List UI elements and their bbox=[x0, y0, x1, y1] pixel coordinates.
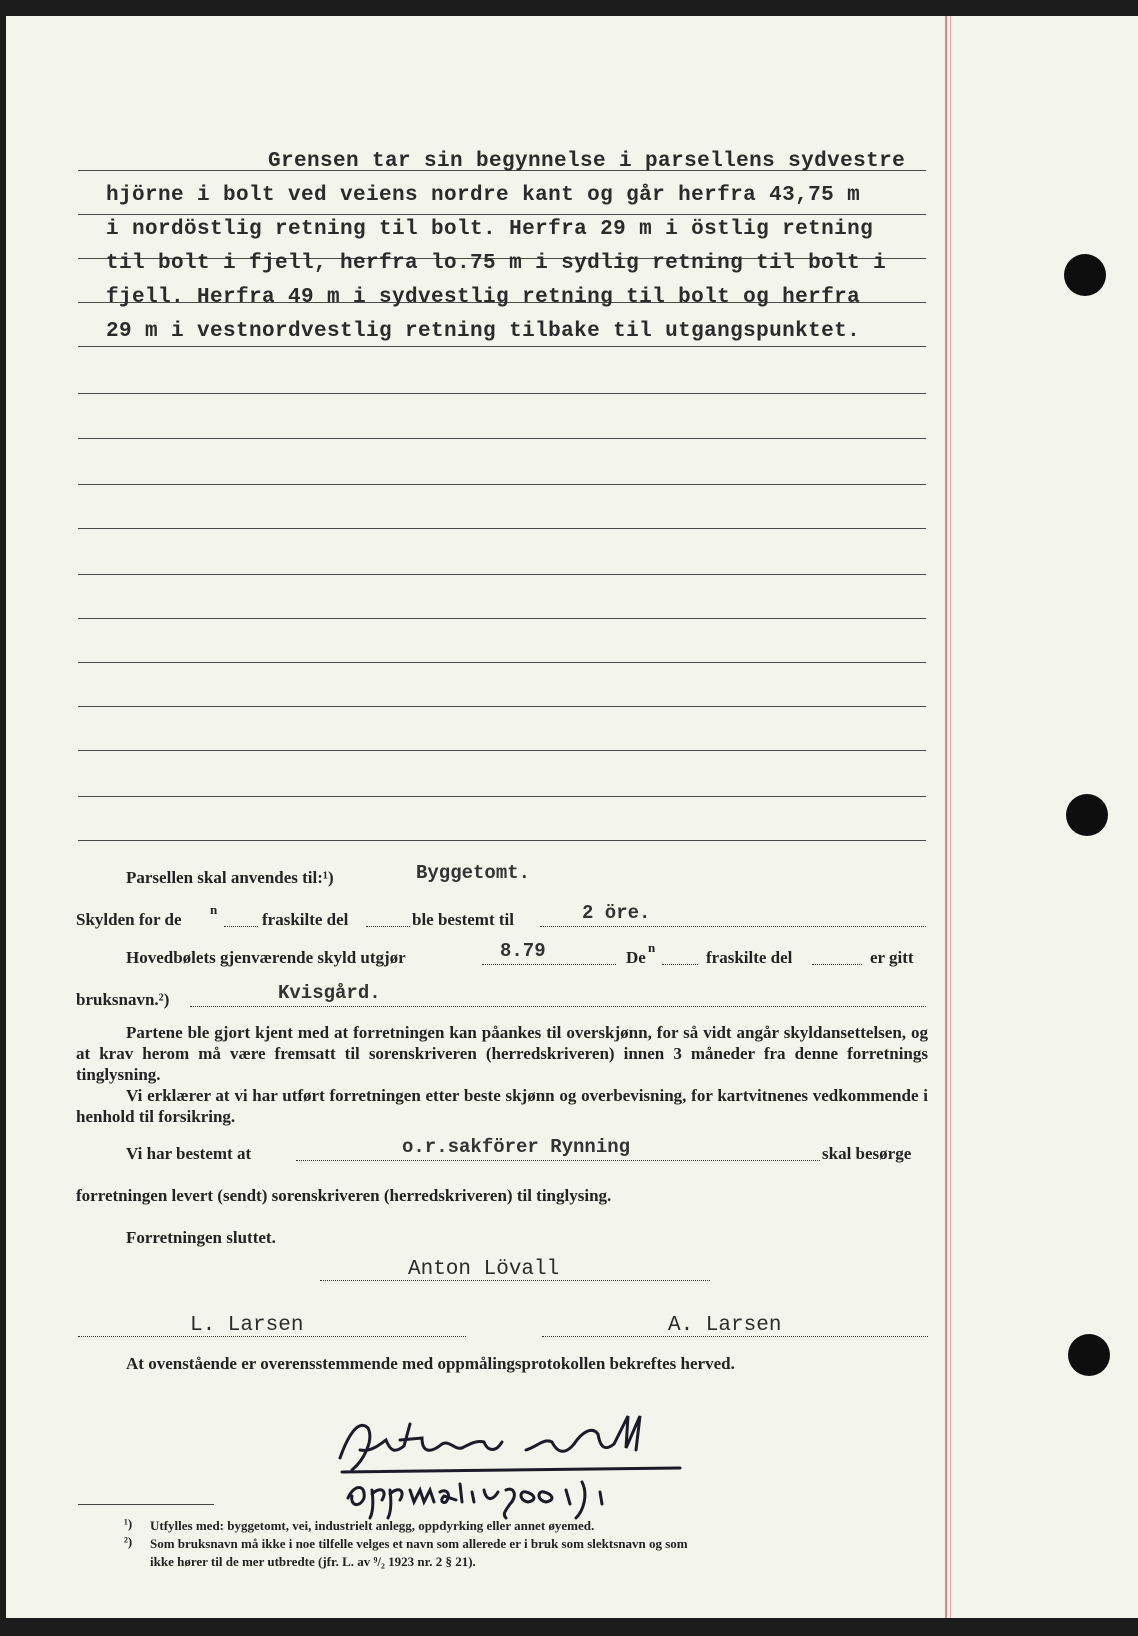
ruled-line bbox=[78, 484, 926, 485]
description-line-2: hjörne i bolt ved veiens nordre kant og går herfra 43,75 m bbox=[106, 184, 861, 207]
margin-line-secondary bbox=[950, 16, 951, 1618]
ruled-line bbox=[78, 796, 926, 797]
partene-paragraph: Partene ble gjort kjent med at forretningen kan påankes til overskjønn, for så vidt angår skyldansettelsen, og at krav herom må være fremsatt til sorenskriveren (herredskriveren) innen 3 måneder fra denne forretnings tinglysning. bbox=[76, 1023, 928, 1084]
anvendes-label: Parsellen skal anvendes til:¹) bbox=[126, 868, 334, 887]
ruled-line bbox=[78, 214, 926, 215]
levert-text: forretningen levert (sendt) sorenskriveren (herredskriveren) til tinglysing. bbox=[76, 1186, 612, 1205]
ruled-line bbox=[78, 528, 926, 529]
signature-left: L. Larsen bbox=[190, 1314, 304, 1337]
scan-left-border bbox=[0, 0, 6, 1636]
ruled-line bbox=[78, 618, 926, 619]
hovedbol-value: 8.79 bbox=[500, 940, 546, 962]
footnote-1-text: Utfylles med: byggetomt, vei, industrielt anlegg, oppdyrking eller annet øyemed. bbox=[150, 1518, 595, 1533]
dotted-line bbox=[320, 1280, 710, 1281]
hovedbol-gitt: er gitt bbox=[870, 948, 914, 967]
ruled-line bbox=[78, 346, 926, 347]
dotted-line bbox=[542, 1336, 928, 1337]
confirm-text: At ovenstående er overensstemmende med oppmålingsprotokollen bekreftes herved. bbox=[126, 1354, 735, 1373]
description-line-1: Grensen tar sin begynnelse i parsellens sydvestre bbox=[268, 150, 906, 173]
scan-top-border bbox=[0, 0, 1138, 16]
handwritten-signature bbox=[330, 1410, 710, 1520]
punch-hole-bottom bbox=[1068, 1334, 1110, 1376]
ruled-line bbox=[78, 750, 926, 751]
footnote-2-text-a: Som bruksnavn må ikke i noe tilfelle velges et navn som allerede er i bruk som slektsnavn og som bbox=[150, 1536, 688, 1551]
skyld-mark: n bbox=[210, 902, 218, 917]
footnote-2-text-b: ikke hører til de mer utbredte (jfr. L. av ⁹/₂ 1923 nr. 2 § 21). bbox=[150, 1554, 476, 1569]
dotted-line bbox=[812, 964, 862, 965]
dotted-line bbox=[224, 926, 258, 927]
hovedbol-label: Hovedbølets gjenværende skyld utgjør bbox=[126, 948, 406, 967]
dotted-line bbox=[366, 926, 410, 927]
bruksnavn-value: Kvisgård. bbox=[278, 982, 381, 1004]
description-line-3: i nordöstlig retning til bolt. Herfra 29 m i östlig retning bbox=[106, 218, 874, 241]
margin-line bbox=[945, 16, 947, 1618]
description-line-5: fjell. Herfra 49 m i sydvestlig retning til bolt og herfra bbox=[106, 286, 861, 309]
hovedbol-de: De bbox=[626, 948, 646, 967]
signature-main: Anton Lövall bbox=[408, 1258, 560, 1281]
dotted-line bbox=[662, 964, 698, 965]
ruled-line bbox=[78, 574, 926, 575]
bestemt-value: o.r.sakförer Rynning bbox=[402, 1136, 631, 1158]
ruled-line bbox=[78, 438, 926, 439]
ruled-line bbox=[78, 393, 926, 394]
footnote-divider bbox=[78, 1504, 214, 1505]
signature-right: A. Larsen bbox=[668, 1314, 782, 1337]
skyld-value: 2 öre. bbox=[582, 902, 651, 924]
bestemt-label: Vi har bestemt at bbox=[126, 1144, 252, 1163]
description-line-4: til bolt i fjell, herfra lo.75 m i sydlig retning til bolt i bbox=[106, 252, 887, 275]
besorge-label: skal besørge bbox=[822, 1144, 912, 1163]
dotted-line bbox=[78, 1336, 466, 1337]
description-line-6: 29 m i vestnordvestlig retning tilbake til utgangspunktet. bbox=[106, 320, 861, 343]
bruksnavn-label: bruksnavn.²) bbox=[76, 990, 170, 1009]
dotted-line bbox=[482, 964, 616, 965]
anvendes-value: Byggetomt. bbox=[416, 862, 531, 884]
sluttet-text: Forretningen sluttet. bbox=[126, 1228, 276, 1247]
ruled-line bbox=[78, 840, 926, 841]
punch-hole-top bbox=[1064, 254, 1106, 296]
skyld-bestemt-label: ble bestemt til bbox=[412, 910, 514, 929]
hovedbol-mark: n bbox=[648, 940, 656, 955]
punch-hole-middle bbox=[1066, 794, 1108, 836]
skyld-fraskilte-label: fraskilte del bbox=[262, 910, 349, 929]
dotted-line bbox=[296, 1160, 820, 1161]
dotted-line bbox=[540, 926, 926, 927]
erklaerer-paragraph: Vi erklærer at vi har utført forretningen etter beste skjønn og overbevisning, for kartvitnenes vedkommende i henhold til forsikring. bbox=[76, 1086, 928, 1126]
footnote-2-mark: ²) bbox=[124, 1534, 133, 1549]
scan-bottom-border bbox=[0, 1618, 1138, 1636]
ruled-line bbox=[78, 706, 926, 707]
footnote-1-mark: ¹) bbox=[124, 1516, 133, 1531]
skyld-label: Skylden for de bbox=[76, 910, 182, 929]
hovedbol-fraskilte: fraskilte del bbox=[706, 948, 793, 967]
ruled-line bbox=[78, 662, 926, 663]
dotted-line bbox=[190, 1006, 926, 1007]
